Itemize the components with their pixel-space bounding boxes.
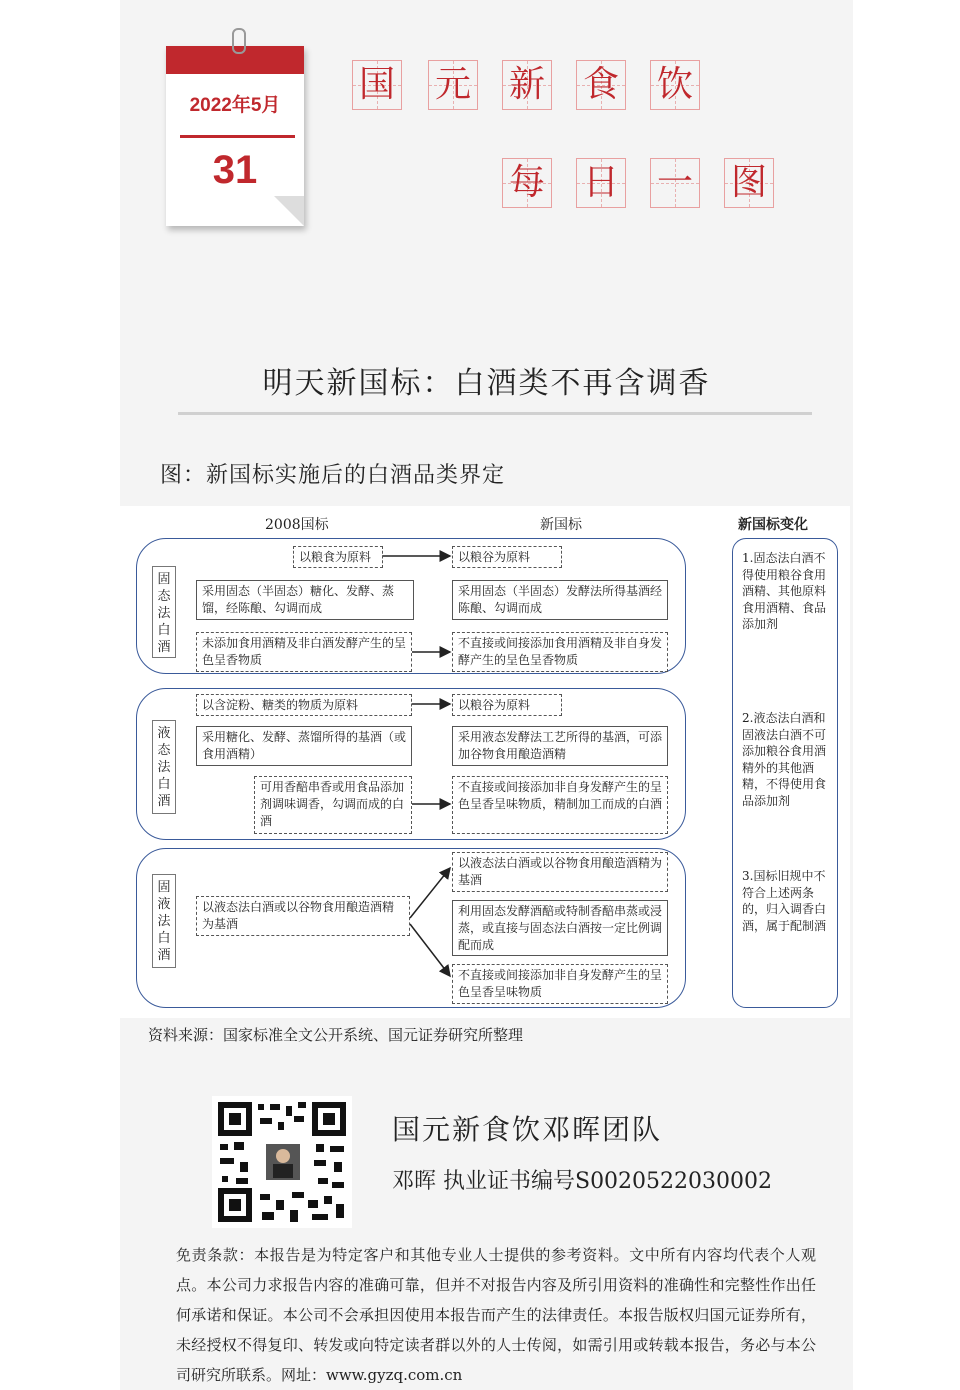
change-item-3: 3.国标旧规中不符合上述两条的，归入调香白酒，属于配制酒 xyxy=(742,869,827,933)
source-note: 资料来源：国家标准全文公开系统、国元证券研究所整理 xyxy=(148,1026,524,1044)
solid-new-3: 不直接或间接添加食用酒精及非自身发酵产生的呈色呈香物质 xyxy=(452,632,668,672)
daily-char: 一 xyxy=(650,158,700,208)
daily-char: 图 xyxy=(724,158,774,208)
calendar-divider xyxy=(180,135,295,138)
cert-number: 邓晖 执业证书编号S0020522030002 xyxy=(392,1169,773,1194)
liquid-new-2: 采用液态发酵法工艺所得的基酒，可添加谷物食用酿造酒精 xyxy=(452,726,668,766)
liquid-old-2: 采用糖化、发酵、蒸馏所得的基酒（或食用酒精） xyxy=(196,726,412,766)
disclaimer: 免责条款：本报告是为特定客户和其他专业人士提供的参考资料。文中所有内容均代表个人观点。本公司力求报告内容的准确可靠，但并不对报告内容及所引用资料的准确性和完整性作出任何承诺和保证。本公司不会承担因使用本报告而产生的法律责任。本报告版权归国元证券所有，未经授权不得复印、转发或向特定读者群以外的人士传阅，如需引用或转载本报告，务必与本公司研究所联系。网址：www.gyzq.com.cn xyxy=(176,1246,816,1384)
mixed-label: 固液法白酒 xyxy=(152,874,176,968)
calendar-day: 31 xyxy=(212,148,258,192)
main-title: 明天新国标：白酒类不再含调香 xyxy=(262,366,711,401)
brand-char: 元 xyxy=(428,60,478,110)
solid-old-1: 以粮食为原料 xyxy=(293,546,383,568)
header-old-standard: 2008国标 xyxy=(265,517,329,533)
solid-label: 固态法白酒 xyxy=(152,566,176,658)
liquid-new-3: 不直接或间接添加非自身发酵产生的呈色呈香呈味物质，精制加工而成的白酒 xyxy=(452,776,668,834)
calendar-year-month: 2022年5月 xyxy=(189,95,281,116)
diagram xyxy=(120,506,850,1018)
liquid-new-1: 以粮谷为原料 xyxy=(452,694,562,716)
page-curl-icon xyxy=(274,196,304,226)
brand-char: 饮 xyxy=(650,60,700,110)
header-changes: 新国标变化 xyxy=(738,517,808,533)
solid-old-2: 采用固态（半固态）糖化、发酵、蒸馏，经陈酿、勾调而成 xyxy=(196,580,414,620)
solid-new-2: 采用固态（半固态）发酵法所得基酒经陈酿、勾调而成 xyxy=(452,580,668,620)
liquid-old-1: 以含淀粉、糖类的物质为原料 xyxy=(196,694,412,716)
header-new-standard: 新国标 xyxy=(540,517,582,533)
calendar-ring-icon xyxy=(232,28,246,54)
change-item-2: 2.液态法白酒和固液法白酒不可添加粮谷食用酒精外的其他酒精，不得使用食品添加剂 xyxy=(742,711,827,808)
mixed-new-2: 利用固态发酵酒醅或特制香醅串蒸或浸蒸，或直接与固态法白酒按一定比例调配而成 xyxy=(452,900,668,956)
daily-char: 每 xyxy=(502,158,552,208)
mixed-old: 以液态法白酒或以谷物食用酿造酒精为基酒 xyxy=(196,896,410,936)
brand-char: 国 xyxy=(352,60,402,110)
liquid-old-3: 可用香醅串香或用食品添加剂调味调香，勾调而成的白酒 xyxy=(254,776,412,834)
title-divider xyxy=(178,412,812,415)
liquid-label: 液态法白酒 xyxy=(152,720,176,814)
team-name: 国元新食饮邓晖团队 xyxy=(392,1113,663,1146)
mixed-new-3: 不直接或间接添加非自身发酵产生的呈色呈香呈味物质 xyxy=(452,964,668,1004)
solid-old-3: 未添加食用酒精及非白酒发酵产生的呈色呈香物质 xyxy=(196,632,412,672)
daily-char: 日 xyxy=(576,158,626,208)
solid-new-1: 以粮谷为原料 xyxy=(452,546,562,568)
change-item-1: 1.固态法白酒不得使用粮谷食用酒精、其他原料食用酒精、食品添加剂 xyxy=(742,551,827,631)
mixed-new-1: 以液态法白酒或以谷物食用酿造酒精为基酒 xyxy=(452,852,668,892)
qr-code-icon xyxy=(212,1096,352,1228)
brand-char: 食 xyxy=(576,60,626,110)
brand-char: 新 xyxy=(502,60,552,110)
figure-title: 图：新国标实施后的白酒品类界定 xyxy=(160,463,506,488)
